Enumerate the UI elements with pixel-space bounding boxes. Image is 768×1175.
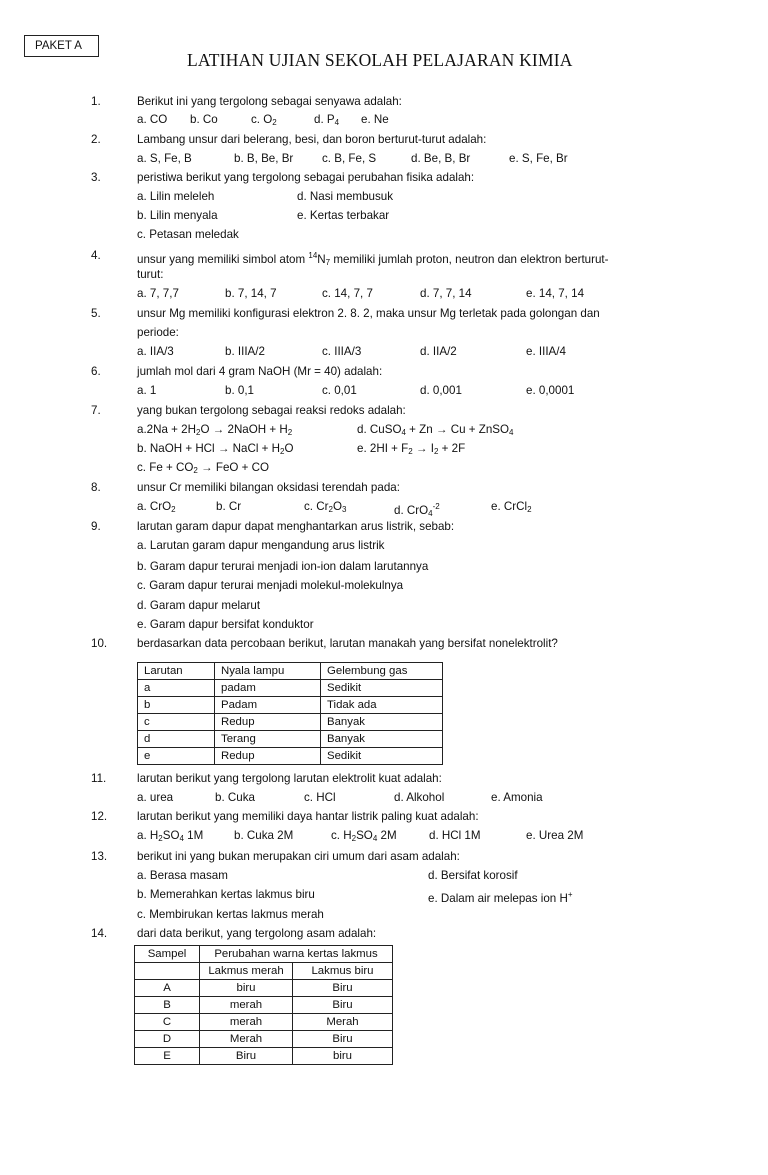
q9-option-c: c. Garam dapur terurai menjadi molekul-molekulnya	[137, 579, 404, 592]
table-cell: Banyak	[321, 731, 443, 748]
q12-number: 12.	[91, 810, 108, 823]
q5-number: 5.	[91, 307, 101, 320]
table-row	[135, 997, 393, 1014]
table-header-cell: Perubahan warna kertas lakmus	[200, 946, 393, 963]
q13-text: berikut ini yang bukan merupakan ciri umum dari asam adalah:	[137, 850, 460, 863]
q5-option-c: c. IIIA/3	[322, 345, 362, 358]
table-cell: Biru	[293, 980, 393, 997]
q12-option-e: e. Urea 2M	[526, 829, 584, 842]
q5-text-line2: periode:	[137, 326, 179, 339]
q10-text: berdasarkan data percobaan berikut, larutan manakah yang bersifat nonelektrolit?	[137, 637, 558, 650]
table-cell: Redup	[215, 714, 321, 731]
q14-data-table	[134, 945, 393, 1065]
q12-option-b: b. Cuka 2M	[234, 829, 294, 842]
q7-option-d: d. CuSO$_4$ + Zn → Cu + ZnSO$_4$	[357, 423, 514, 437]
q8-option-b: b. Cr	[216, 500, 242, 513]
q6-option-d: d. 0,001	[420, 384, 462, 397]
table-cell: Sedikit	[321, 680, 443, 697]
q13-option-a: a. Berasa masam	[137, 869, 228, 882]
q3-text: peristiwa berikut yang tergolong sebagai perubahan fisika adalah:	[137, 171, 475, 184]
q11-option-a: a. urea	[137, 791, 174, 804]
q12-option-a: a. $H_2SO_4$ 1M	[137, 829, 204, 843]
q11-option-b: b. Cuka	[215, 791, 255, 804]
table-row	[135, 1048, 393, 1065]
page-title: LATIHAN UJIAN SEKOLAH PELAJARAN KIMIA	[187, 50, 573, 70]
table-row	[138, 748, 443, 765]
q7-option-b: b. NaOH + HCl → NaCl + $H_2O$	[137, 442, 294, 456]
table-cell: merah	[200, 997, 293, 1014]
table-header-cell: Nyala lampu	[215, 663, 321, 680]
table-cell: d	[138, 731, 215, 748]
q11-option-e: e. Amonia	[491, 791, 543, 804]
q2-option-b: b. B, Be, Br	[234, 152, 294, 165]
table-cell: Merah	[293, 1014, 393, 1031]
q8-text: unsur Cr memiliki bilangan oksidasi terendah pada:	[137, 481, 400, 494]
q2-option-c: c. B, Fe, S	[322, 152, 377, 165]
table-cell: B	[135, 997, 200, 1014]
q1-option-b: b. Co	[190, 113, 218, 126]
q3-option-e: e. Kertas terbakar	[297, 209, 390, 222]
table-header-cell: Gelembung gas	[321, 663, 443, 680]
q14-text: dari data berikut, yang tergolong asam adalah:	[137, 927, 377, 940]
table-row	[138, 680, 443, 697]
table-row	[135, 1014, 393, 1031]
q8-option-c: c. $Cr_2O_3$	[304, 500, 347, 514]
table-cell: Padam	[215, 697, 321, 714]
q6-option-b: b. 0,1	[225, 384, 255, 397]
table-cell: Biru	[200, 1048, 293, 1065]
table-cell: Terang	[215, 731, 321, 748]
table-row	[138, 714, 443, 731]
q9-text: larutan garam dapur dapat menghantarkan arus listrik, sebab:	[137, 520, 455, 533]
table-cell: D	[135, 1031, 200, 1048]
q1-option-e: e. Ne	[361, 113, 389, 126]
q5-text: unsur Mg memiliki konfigurasi elektron 2. 8. 2, maka unsur Mg terletak pada golongan dan	[137, 307, 600, 320]
q13-option-c: c. Membirukan kertas lakmus merah	[137, 908, 324, 921]
table-row	[135, 980, 393, 997]
q5-option-e: e. IIIA/4	[526, 345, 566, 358]
q4-option-a: a. 7, 7,7	[137, 287, 179, 300]
q4-option-c: c. 14, 7, 7	[322, 287, 373, 300]
table-cell: A	[135, 980, 200, 997]
table-cell: C	[135, 1014, 200, 1031]
q1-option-c: c. $O_2$	[251, 113, 277, 127]
q5-option-b: b. IIIA/2	[225, 345, 265, 358]
table-header-cell: Sampel	[135, 946, 200, 963]
q1-option-d: d. $P_4$	[314, 113, 340, 127]
table-cell: Banyak	[321, 714, 443, 731]
table-row	[138, 697, 443, 714]
q11-number: 11.	[91, 772, 107, 785]
table-cell: E	[135, 1048, 200, 1065]
table-cell: a	[138, 680, 215, 697]
q2-number: 2.	[91, 133, 101, 146]
q3-option-a: a. Lilin meleleh	[137, 190, 215, 203]
q9-option-d: d. Garam dapur melarut	[137, 599, 261, 612]
q7-option-c: c. $Fe + CO_2$ → FeO + CO	[137, 461, 270, 475]
table-header-row	[138, 663, 443, 680]
table-header-cell: Lakmus merah	[200, 963, 293, 980]
table-cell: biru	[293, 1048, 393, 1065]
q4-text-line2: turut:	[137, 268, 164, 281]
table-header-row	[135, 946, 393, 963]
table-cell: c	[138, 714, 215, 731]
q10-data-table	[137, 662, 443, 765]
table-cell: Biru	[293, 997, 393, 1014]
q3-option-c: c. Petasan meledak	[137, 228, 239, 241]
q4-text: unsur yang memiliki simbol atom $^{14}N_7$ memiliki jumlah proton, neutron dan elektron berturut-	[137, 251, 609, 267]
q14-number: 14.	[91, 927, 108, 940]
q5-option-d: d. IIA/2	[420, 345, 457, 358]
q5-option-a: a. IIA/3	[137, 345, 174, 358]
table-row	[138, 731, 443, 748]
q6-number: 6.	[91, 365, 101, 378]
q13-option-e: e. Dalam air melepas ion H+	[428, 890, 573, 905]
q2-text: Lambang unsur dari belerang, besi, dan boron berturut-turut adalah:	[137, 133, 487, 146]
table-header-cell: Larutan	[138, 663, 215, 680]
q11-option-d: d. Alkohol	[394, 791, 445, 804]
q3-option-b: b. Lilin menyala	[137, 209, 218, 222]
q8-option-a: a. CrO$_2$	[137, 500, 176, 514]
paket-label: PAKET A	[24, 35, 99, 57]
q1-number: 1.	[91, 95, 101, 108]
q9-option-b: b. Garam dapur terurai menjadi ion-ion dalam larutannya	[137, 560, 429, 573]
table-cell: e	[138, 748, 215, 765]
table-cell: Sedikit	[321, 748, 443, 765]
table-cell: Tidak ada	[321, 697, 443, 714]
q9-option-e: e. Garam dapur bersifat konduktor	[137, 618, 314, 631]
q12-option-d: d. HCl 1M	[429, 829, 481, 842]
q9-option-a: a. Larutan garam dapur mengandung arus listrik	[137, 539, 385, 552]
table-cell: biru	[200, 980, 293, 997]
table-cell: Redup	[215, 748, 321, 765]
q4-option-d: d. 7, 7, 14	[420, 287, 472, 300]
q12-text: larutan berikut yang memiliki daya hantar listrik paling kuat adalah:	[137, 810, 479, 823]
q8-option-e: e. CrCl$_2$	[491, 500, 532, 514]
table-header-cell	[135, 963, 200, 980]
table-row	[135, 1031, 393, 1048]
q6-option-e: e. 0,0001	[526, 384, 575, 397]
table-cell: padam	[215, 680, 321, 697]
q13-number: 13.	[91, 850, 108, 863]
q6-text: jumlah mol dari 4 gram NaOH (Mr = 40) adalah:	[137, 365, 383, 378]
table-cell: merah	[200, 1014, 293, 1031]
table-cell: Biru	[293, 1031, 393, 1048]
q13-option-d: d. Bersifat korosif	[428, 869, 518, 882]
q6-option-a: a. 1	[137, 384, 157, 397]
q1-text: Berikut ini yang tergolong sebagai senyawa adalah:	[137, 95, 402, 108]
table-header-row	[135, 963, 393, 980]
q7-option-a: $a.2Na + 2H_2O$ → 2NaOH + $H_2$	[137, 423, 293, 437]
table-cell: b	[138, 697, 215, 714]
table-header-cell: Lakmus biru	[293, 963, 393, 980]
table-cell: Merah	[200, 1031, 293, 1048]
q1-option-a: a. CO	[137, 113, 168, 126]
q8-option-d: d. CrO$_4^{-2}$	[394, 502, 440, 518]
q2-option-e: e. S, Fe, Br	[509, 152, 568, 165]
q4-number: 4.	[91, 249, 101, 262]
q8-number: 8.	[91, 481, 101, 494]
q6-option-c: c. 0,01	[322, 384, 357, 397]
q7-number: 7.	[91, 404, 101, 417]
q12-option-c: c. $H_2SO_4$ 2M	[331, 829, 397, 843]
q7-text: yang bukan tergolong sebagai reaksi redoks adalah:	[137, 404, 406, 417]
q13-option-b: b. Memerahkan kertas lakmus biru	[137, 888, 315, 901]
q4-option-e: e. 14, 7, 14	[526, 287, 585, 300]
q11-option-c: c. HCl	[304, 791, 336, 804]
q10-number: 10.	[91, 637, 108, 650]
q11-text: larutan berikut yang tergolong larutan elektrolit kuat adalah:	[137, 772, 442, 785]
q2-option-a: a. S, Fe, B	[137, 152, 192, 165]
q4-option-b: b. 7, 14, 7	[225, 287, 277, 300]
q2-option-d: d. Be, B, Br	[411, 152, 471, 165]
q3-option-d: d. Nasi membusuk	[297, 190, 394, 203]
q3-number: 3.	[91, 171, 101, 184]
q7-option-e: e. $2HI + F_2 \to I_2 + 2F$	[357, 442, 466, 456]
q9-number: 9.	[91, 520, 101, 533]
